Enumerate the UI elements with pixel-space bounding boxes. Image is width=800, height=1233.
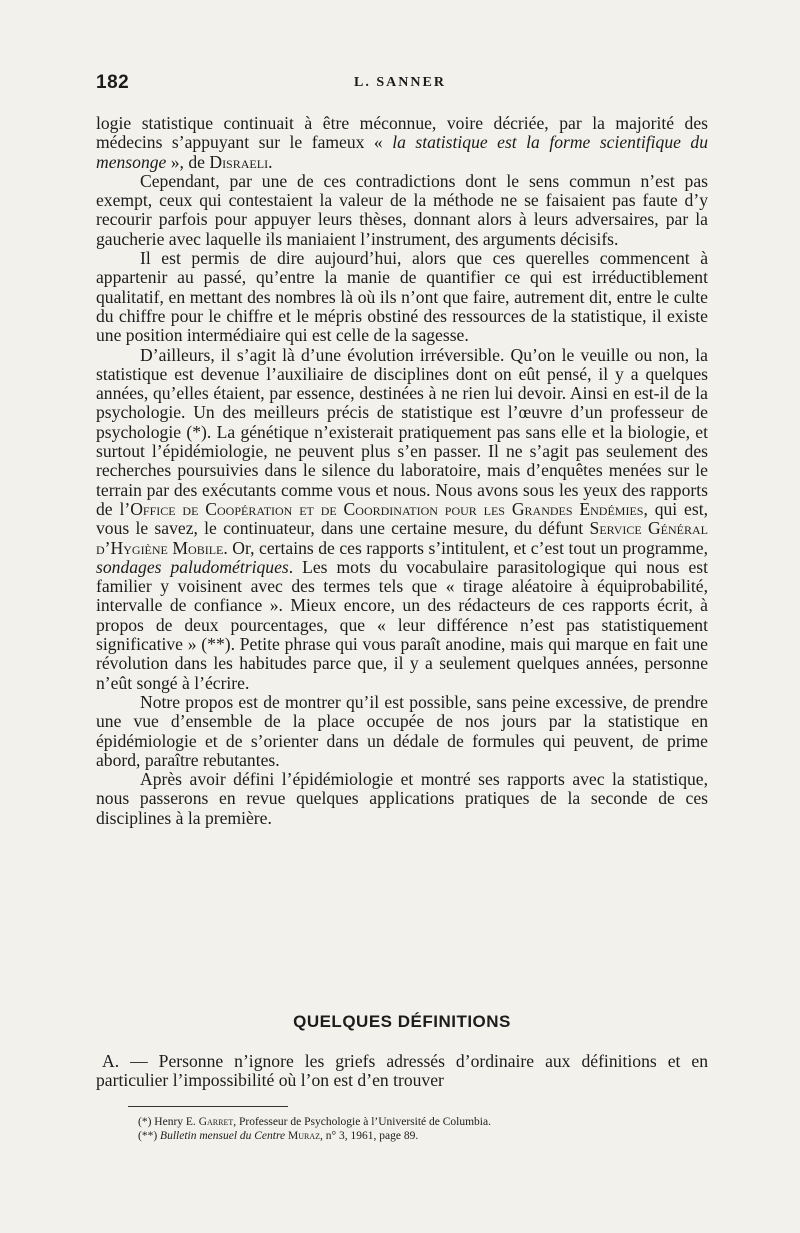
footnote-mark: (*) xyxy=(138,1116,152,1128)
paragraph-4-text: , qui est, vous le savez, le continuateur, dans une certaine mesure, du défunt xyxy=(96,498,708,539)
paragraph-4 xyxy=(96,346,708,693)
section-title: QUELQUES DÉFINITIONS xyxy=(293,1012,511,1031)
paragraph-3: Il est permis de dire aujourd’hui, alors que ces querelles commencent à appartenir au passé, qu’entre la manie de quantifier ce qui est irréductiblement qualitatif, en mettant des nombres là où ils n’ont que faire, autrement dit, entre le culte du chiffre pour le chiffre et le mépris obstiné des ressources de la statistique, il existe une position intermédiaire qui est celle de la sagesse. xyxy=(96,248,708,346)
paragraph-6: Après avoir défini l’épidémiologie et montré ses rapports avec la statistique, nous passerons en revue quelques applications pratiques de la seconde de ces disciplines à la première. xyxy=(96,769,708,828)
organization-name: Service Général d’Hygiène Mobile xyxy=(96,518,708,558)
footnote-1 xyxy=(138,1115,698,1129)
author-name: Disraeli xyxy=(209,151,269,172)
footnote-2 xyxy=(138,1129,698,1143)
footnote-journal: Bulletin mensuel du Centre xyxy=(160,1130,286,1142)
footnote-text: Henry E. xyxy=(154,1116,199,1128)
paragraph-2: Cependant, par une de ces contradictions dont le sens commun n’est pas exempt, ceux qui contestaient la valeur de la méthode ne se faisaient pas faute d’y recourir parfois pour appuyer leurs thèses, donnant alors à leurs adversaires, par la gaucherie avec laquelle ils maniaient l’instrument, des arguments décisifs. xyxy=(96,170,708,249)
section-text xyxy=(96,1052,708,1091)
quote-italic: la statistique est la forme scientifique du mensonge xyxy=(96,132,709,172)
footnote-text: , Professeur de Psychologie à l’Université de Columbia. xyxy=(233,1116,491,1128)
paragraph-4-text: D’ailleurs, il s’agit là d’une évolution irréversible. Qu’on le veuille ou non, la statistique est devenue l’auxiliaire de disciplines dont on eût pensé, il y a quelques années, qu’elles étaient, par essence, destinées à ne rien lui devoir. Ainsi en est-il de la psychologie. Un des meilleurs précis de statistique est l’œuvre d’un professeur de psychologie (*). La génétique n’existerait pratiquement pas sans elle et la biologie, et surtout l’épidémiologie, ne peuvent plus s’en passer. Il ne s’agit pas seulement des recherches poursuivies dans le silence du laboratoire, mais d’enquêtes menées sur le terrain par des exécutants comme vous et nous. Nous avons sous les yeux des rapports de l’ xyxy=(96,344,708,519)
paragraph-4-text: . Les mots du vocabulaire parasitologique qui nous est familier y voisinent avec des termes tels que « tirage aléatoire à équiprobabilité, intervalle de confiance ». Mieux encore, un des rédacteurs de ces rapports écrit, à propos de deux pourcentages, que « leur différence n’est pas statistiquement significative » (**). Petite phrase qui vous paraît anodine, mais qui marque en fait une révolution dans les habitudes parce que, il y a seulement quelques années, personne n’eût songé à l’écrire. xyxy=(96,556,708,693)
page-header xyxy=(96,72,704,102)
italic-term: sondages paludométriques xyxy=(96,556,289,577)
paragraph-1-text: . xyxy=(268,151,273,172)
footnote-journal-name: Muraz xyxy=(288,1130,321,1142)
footnote-rule xyxy=(128,1106,288,1107)
footnotes xyxy=(138,1115,698,1143)
paragraph-1-text: logie statistique continuait à être méconnue, voire décriée, par la majorité des médecins s’appuyant sur le fameux « xyxy=(96,113,708,153)
page-number: 182 xyxy=(96,72,130,93)
running-head: L. SANNER xyxy=(354,75,446,90)
footnote-mark: (**) xyxy=(138,1130,158,1142)
body-text xyxy=(96,114,708,828)
footnote-text: , n° 3, 1961, page 89. xyxy=(320,1130,419,1142)
organization-name: Office de Coopération et de Coordination pour les Grandes Endémies xyxy=(130,498,644,519)
paragraph-1 xyxy=(96,114,708,172)
footnote-author: Garret xyxy=(198,1116,234,1128)
paragraph-4-text: . Or, certains de ces rapports s’intitulent, et c’est tout un programme, xyxy=(223,537,708,558)
paragraph-5: Notre propos est de montrer qu’il est possible, sans peine excessive, de prendre une vue d’ensemble de la place occupée de nos jours par la statistique en épidémiologie et de s’orienter dans un dédale de formules qui peuvent, de prime abord, paraître rebutantes. xyxy=(96,691,708,770)
section-paragraph: A. — Personne n’ignore les griefs adressés d’ordinaire aux définitions et en particulier l’impossibilité où l’on est d’en trouver xyxy=(96,1051,708,1091)
paragraph-1-text: », de xyxy=(166,151,210,172)
